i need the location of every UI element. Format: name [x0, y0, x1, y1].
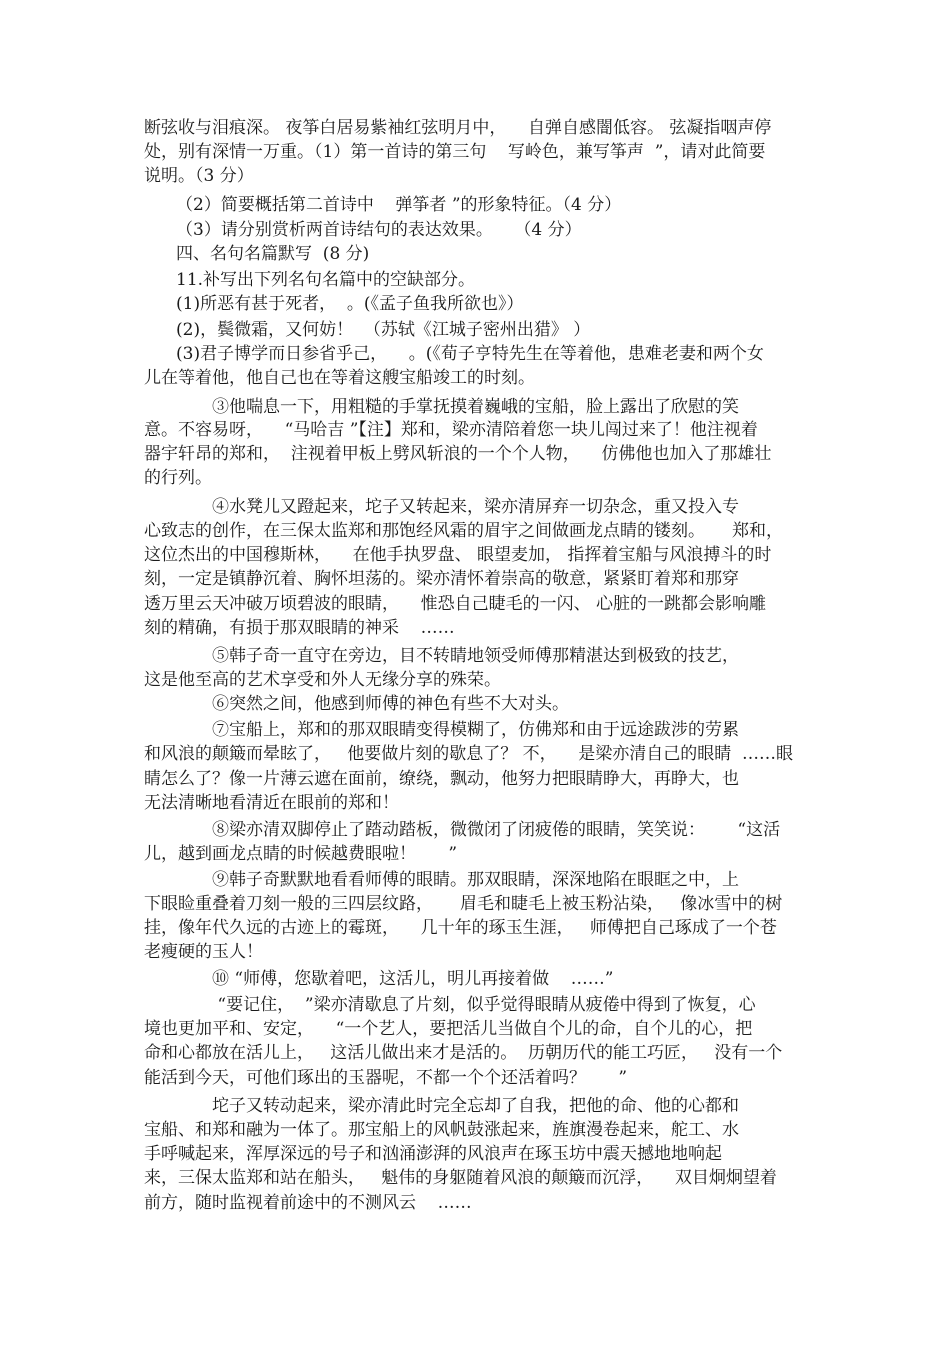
text-line: 这位杰出的中国穆斯林， 在他手执罗盘、 眼望麦加， 指挥着宝船与风浪搏斗的时	[144, 545, 772, 565]
text-line: 老瘦硬的玉人！	[144, 942, 263, 962]
text-line: 断弦收与泪痕深。 夜筝白居易紫袖红弦明月中， 自弹自感闇低容。 弦凝指咽声停	[144, 118, 772, 138]
text-line: ④水凳儿又蹬起来，坨子又转起来，梁亦清屏弃一切杂念，重又投入专	[212, 497, 739, 517]
text-line: 来，三保太监郑和站在船头， 魁伟的身躯随着风浪的颠簸而沉浮， 双目炯炯望着	[144, 1168, 777, 1188]
text-line: ③他喘息一下，用粗糙的手掌抚摸着巍峨的宝船，脸上露出了欣慰的笑	[212, 397, 739, 417]
text-line: ⑩ “师傅，您歇着吧，这活儿，明儿再接着做 ……”	[212, 969, 614, 989]
text-line: “要记住， ”梁亦清歇息了片刻，似乎觉得眼睛从疲倦中得到了恢复，心	[212, 995, 756, 1015]
text-line: 器宇轩昂的郑和， 注视着甲板上劈风斩浪的一个个人物， 仿佛他也加入了那雄壮	[144, 444, 772, 464]
text-line: 的行列。	[144, 468, 212, 488]
text-line: 11.补写出下列名句名篇中的空缺部分。	[176, 270, 476, 290]
text-line: 命和心都放在活儿上， 这活儿做出来才是活的。 历朝历代的能工巧匠， 没有一个	[144, 1043, 783, 1063]
text-line: 四、名句名篇默写 (8 分)	[176, 244, 370, 264]
text-line: 坨子又转动起来，梁亦清此时完全忘却了自我，把他的命、他的心都和	[212, 1096, 739, 1116]
text-line: 儿在等着他，他自己也在等着这艘宝船竣工的时刻。	[144, 368, 535, 388]
text-line: 能活到今天，可他们琢出的玉器呢，不都一个个还活着吗？ ”	[144, 1068, 628, 1088]
text-line: 刻，一定是镇静沉着、胸怀坦荡的。梁亦清怀着崇高的敬意，紧紧盯着郑和那穿	[144, 569, 739, 589]
text-line: (1)所恶有甚于死者， 。(《孟子鱼我所欲也》）	[176, 294, 524, 314]
text-line: （2）简要概括第二首诗中 弹筝者 ”的形象特征。（4 分）	[176, 195, 622, 215]
text-line: 刻的精确，有损于那双眼睛的神采 ……	[144, 618, 455, 638]
text-line: 无法清晰地看清近在眼前的郑和！	[144, 793, 399, 813]
text-line: 处，别有深情一万重。（1）第一首诗的第三句 写岭色，兼写筝声 ”，请对此简要	[144, 142, 766, 162]
text-line: 境也更加平和、安定， “一个艺人，要把活儿当做自个儿的命，自个儿的心，把	[144, 1019, 753, 1039]
text-line: 前方，随时监视着前途中的不测风云 ……	[144, 1193, 472, 1213]
text-line: 下眼睑重叠着刀刻一般的三四层纹路， 眉毛和睫毛上被玉粉沾染， 像冰雪中的树	[144, 894, 783, 914]
text-line: 宝船、和郑和融为一体了。那宝船上的风帆鼓涨起来，旌旗漫卷起来，舵工、水	[144, 1120, 739, 1140]
text-line: 透万里云天冲破万顷碧波的眼睛， 惟恐自己睫毛的一闪、 心脏的一跳都会影响雕	[144, 594, 767, 614]
text-line: (2)，鬓微霜，又何妨！ （苏轼《江城子密州出猎》 ）	[176, 320, 591, 340]
text-line: ⑧梁亦清双脚停止了踏动踏板，微微闭了闭疲倦的眼睛，笑笑说： “这活	[212, 820, 781, 840]
text-line: 挂，像年代久远的古迹上的霉斑， 几十年的琢玉生涯， 师傅把自己琢成了一个苍	[144, 918, 777, 938]
text-line: 说明。（3 分）	[144, 166, 254, 186]
text-line: 心致志的创作，在三保太监郑和那饱经风霜的眉宇之间做画龙点睛的镂刻。 郑和，	[144, 521, 784, 541]
text-line: ⑥突然之间，他感到师傅的神色有些不大对头。	[212, 694, 569, 714]
text-line: ⑨韩子奇默默地看看师傅的眼睛。那双眼睛，深深地陷在眼眶之中，上	[212, 870, 739, 890]
text-line: 这是他至高的艺术享受和外人无缘分享的殊荣。	[144, 670, 501, 690]
text-line: 睛怎么了？像一片薄云遮在面前，缭绕，飘动，他努力把眼睛睁大，再睁大，也	[144, 769, 739, 789]
text-line: 和风浪的颠簸而晕眩了， 他要做片刻的歇息了？ 不， 是梁亦清自己的眼睛 ……眼	[144, 744, 794, 764]
text-line: 儿，越到画龙点睛的时候越费眼啦！ ”	[144, 844, 458, 864]
text-line: 手呼喊起来，浑厚深远的号子和汹涌澎湃的风浪声在琢玉坊中震天撼地地响起	[144, 1144, 722, 1164]
text-line: (3)君子博学而日参省乎己， 。(《荀子亨特先生在等着他，患难老妻和两个女	[176, 344, 764, 364]
text-line: ⑤韩子奇一直守在旁边，目不转睛地领受师傅那精湛达到极致的技艺，	[212, 646, 739, 666]
text-line: ⑦宝船上，郑和的那双眼睛变得模糊了，仿佛郑和由于远途跋涉的劳累	[212, 720, 739, 740]
text-line: 意。不容易呀， “马哈吉 ”【注】郑和，梁亦清陪着您一块儿闯过来了！他注视着	[144, 420, 758, 440]
text-line: （3）请分别赏析两首诗结句的表达效果。 （4 分）	[176, 220, 582, 240]
